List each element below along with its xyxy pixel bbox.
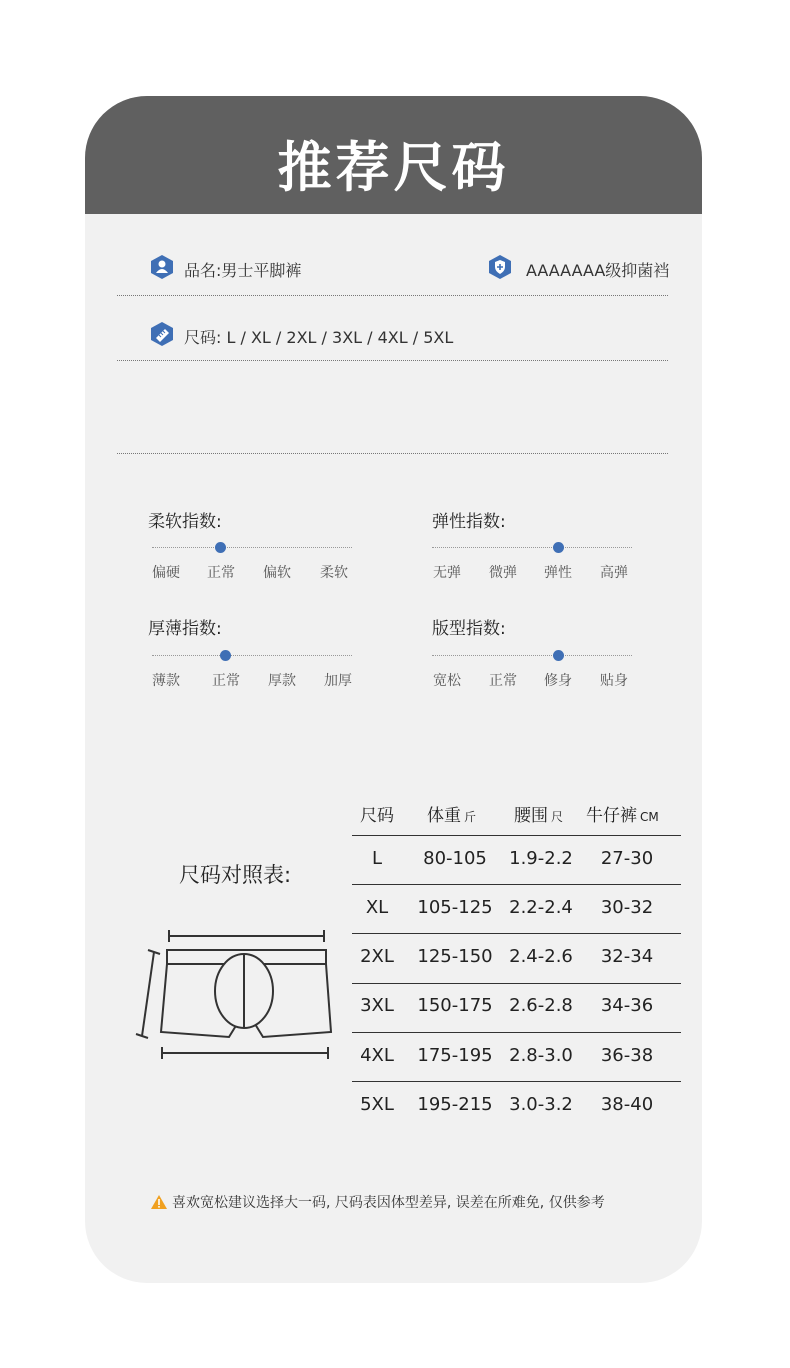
table-cell: 2XL [360,946,394,967]
table-rule [352,983,681,984]
level-label: 正常 [212,673,240,689]
table-cell: 3.0-3.2 [509,1094,573,1115]
softness-index-title: 柔软指数: [148,512,222,532]
level-label: 修身 [544,673,572,689]
fit-slider [432,655,632,656]
table-cell: 36-38 [600,1045,654,1066]
softness-knob [215,542,226,553]
col-header-waist: 腰围 尺 [514,806,564,826]
elasticity-index-title: 弹性指数: [432,512,506,532]
person-hexagon-icon [150,254,174,280]
elasticity-knob [553,542,564,553]
level-label: 弹性 [544,565,572,581]
size-chart-label: 尺码对照表: [179,863,292,887]
thickness-slider [152,655,352,656]
fit-index-title: 版型指数: [432,619,506,639]
ruler-hexagon-icon [150,321,174,347]
level-label: 正常 [207,565,235,581]
table-rule [352,933,681,934]
card-header [85,96,702,214]
divider [117,295,668,296]
table-rule [352,884,681,885]
level-label: 厚款 [268,673,296,689]
page-title: 推荐尺码 [277,135,510,199]
table-cell: 150-175 [417,995,493,1016]
warning-icon [150,1194,168,1210]
table-cell: 38-40 [600,1094,654,1115]
table-cell: 32-34 [600,946,654,967]
fit-knob [553,650,564,661]
table-cell: 105-125 [417,897,493,918]
table-cell: 2.6-2.8 [509,995,573,1016]
softness-slider [152,547,352,548]
table-cell: 1.9-2.2 [509,848,573,869]
antibacterial-label: AAAAAAA级抑菌裆 [526,261,670,280]
thickness-index-title: 厚薄指数: [148,619,222,639]
table-cell: 125-150 [417,946,493,967]
level-label: 加厚 [324,673,352,689]
col-header-jeans: 牛仔裤 CM [586,806,659,826]
table-cell: 4XL [360,1045,394,1066]
table-cell: L [371,848,383,869]
table-rule [352,835,681,836]
level-label: 贴身 [600,673,628,689]
table-cell: XL [365,897,389,918]
table-cell: 195-215 [417,1094,493,1115]
thickness-knob [220,650,231,661]
elasticity-slider [432,547,632,548]
table-cell: 2.4-2.6 [509,946,573,967]
size-list: 尺码: L / XL / 2XL / 3XL / 4XL / 5XL [184,328,454,347]
footnote-text: 喜欢宽松建议选择大一码, 尺码表因体型差异, 误差在所难免, 仅供参考 [172,1195,605,1211]
col-header-size: 尺码 [360,806,394,826]
table-cell: 2.8-3.0 [509,1045,573,1066]
table-cell: 30-32 [600,897,654,918]
footnote [150,1192,605,1212]
level-label: 偏硬 [152,565,180,581]
table-cell: 80-105 [423,848,487,869]
level-label: 薄款 [152,673,180,689]
level-label: 微弹 [489,565,517,581]
divider [117,453,668,454]
table-cell: 2.2-2.4 [509,897,573,918]
divider [117,360,668,361]
level-label: 宽松 [433,673,461,689]
shield-hexagon-icon [488,254,512,280]
product-name: 品名:男士平脚裤 [184,261,302,280]
table-rule [352,1032,681,1033]
table-cell: 5XL [360,1094,394,1115]
col-header-weight: 体重 斤 [427,806,477,826]
level-label: 无弹 [433,565,461,581]
level-label: 偏软 [263,565,291,581]
level-label: 柔软 [320,565,348,581]
table-cell: 175-195 [417,1045,493,1066]
table-rule [352,1081,681,1082]
boxer-brief-diagram [134,924,334,1064]
level-label: 高弹 [600,565,628,581]
table-cell: 3XL [360,995,394,1016]
table-cell: 34-36 [600,995,654,1016]
level-label: 正常 [489,673,517,689]
table-cell: 27-30 [600,848,654,869]
